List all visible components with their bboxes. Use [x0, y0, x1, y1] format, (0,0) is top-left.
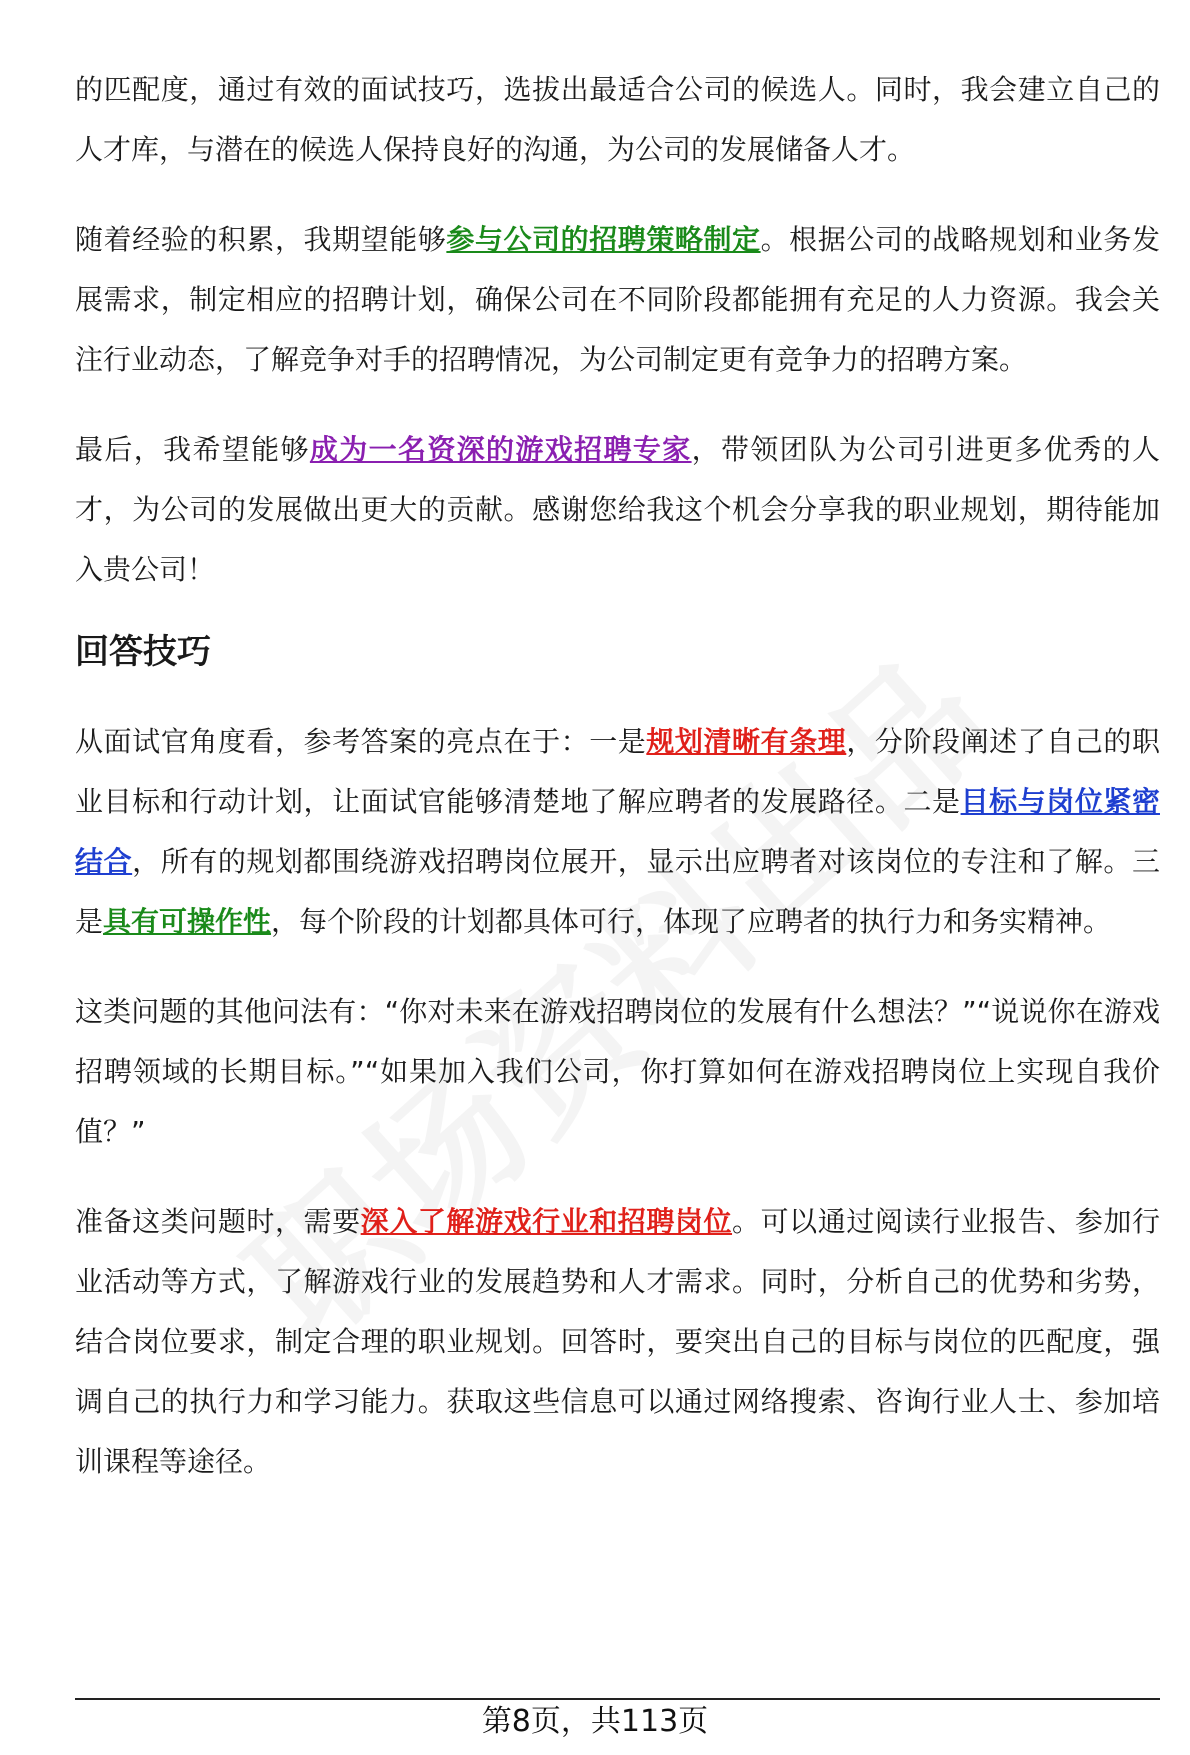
highlighted-phrase: 成为一名资深的游戏招聘专家: [309, 433, 692, 466]
paragraph-text: 的匹配度，通过有效的面试技巧，选拔出最适合公司的候选人。同时，我会建立自己的人才库，与潜在的候选人保持良好的沟通，为公司的发展储备人才。: [75, 73, 1160, 166]
paragraph-text: 。可以通过阅读行业报告、参加行业活动等方式，了解游戏行业的发展趋势和人才需求。同时，分析自己的优势和劣势，结合岗位要求，制定合理的职业规划。回答时，要突出自己的目标与岗位的匹配度，强调自己的执行力和学习能力。获取这些信息可以通过网络搜索、咨询行业人士、参加培训课程等途径。: [75, 1205, 1160, 1478]
paragraph-p5: [75, 982, 1160, 1162]
highlighted-phrase: 参与公司的招聘策略制定: [446, 223, 761, 256]
footer-divider: [75, 1698, 1160, 1700]
heading-text: 回答技巧: [75, 632, 211, 672]
paragraph-p6: [75, 1192, 1160, 1492]
paragraph-text: ，分阶段阐述了自己的职业目标和行动计划，让面试官能够清楚地了解应聘者的发展路径。二是: [75, 725, 1160, 818]
paragraph-text: ，带领团队为公司引进更多优秀的人才，为公司的发展做出更大的贡献。感谢您给我这个机会分享我的职业规划，期待能加入贵公司！: [75, 433, 1160, 586]
paragraph-text: 从面试官角度看，参考答案的亮点在于：一是: [75, 725, 647, 758]
document-body: [75, 60, 1160, 1522]
paragraph-p2: [75, 210, 1160, 390]
highlighted-phrase: 目标与岗位紧密结合: [75, 785, 1160, 878]
paragraph-p4: [75, 712, 1160, 952]
paragraph-text: 。根据公司的战略规划和业务发展需求，制定相应的招聘计划，确保公司在不同阶段都能拥有充足的人力资源。我会关注行业动态，了解竞争对手的招聘情况，为公司制定更有竞争力的招聘方案。: [75, 223, 1160, 376]
paragraph-text: 随着经验的积累，我期望能够: [75, 223, 447, 256]
paragraph-p3: [75, 420, 1160, 600]
highlighted-phrase: 具有可操作性: [103, 905, 272, 938]
paragraph-p1: [75, 60, 1160, 180]
highlighted-phrase: 深入了解游戏行业和招聘岗位: [360, 1205, 733, 1238]
paragraph-text: ，所有的规划都围绕游戏招聘岗位展开，显示出应聘者对该岗位的专注和了解。三是: [75, 845, 1160, 938]
paragraph-text: 这类问题的其他问法有：“你对未来在游戏招聘岗位的发展有什么想法？”“说说你在游戏招聘领域的长期目标。”“如果加入我们公司，你打算如何在游戏招聘岗位上实现自我价值？”: [75, 995, 1160, 1148]
paragraph-text: 准备这类问题时，需要: [75, 1205, 361, 1238]
paragraph-text: 最后，我希望能够: [75, 433, 310, 466]
section-heading: [75, 630, 1160, 674]
page-number: 第8页，共113页: [481, 1704, 709, 1739]
highlighted-phrase: 规划清晰有条理: [646, 725, 847, 758]
paragraph-text: ，每个阶段的计划都具体可行，体现了应聘者的执行力和务实精神。: [271, 905, 1112, 938]
